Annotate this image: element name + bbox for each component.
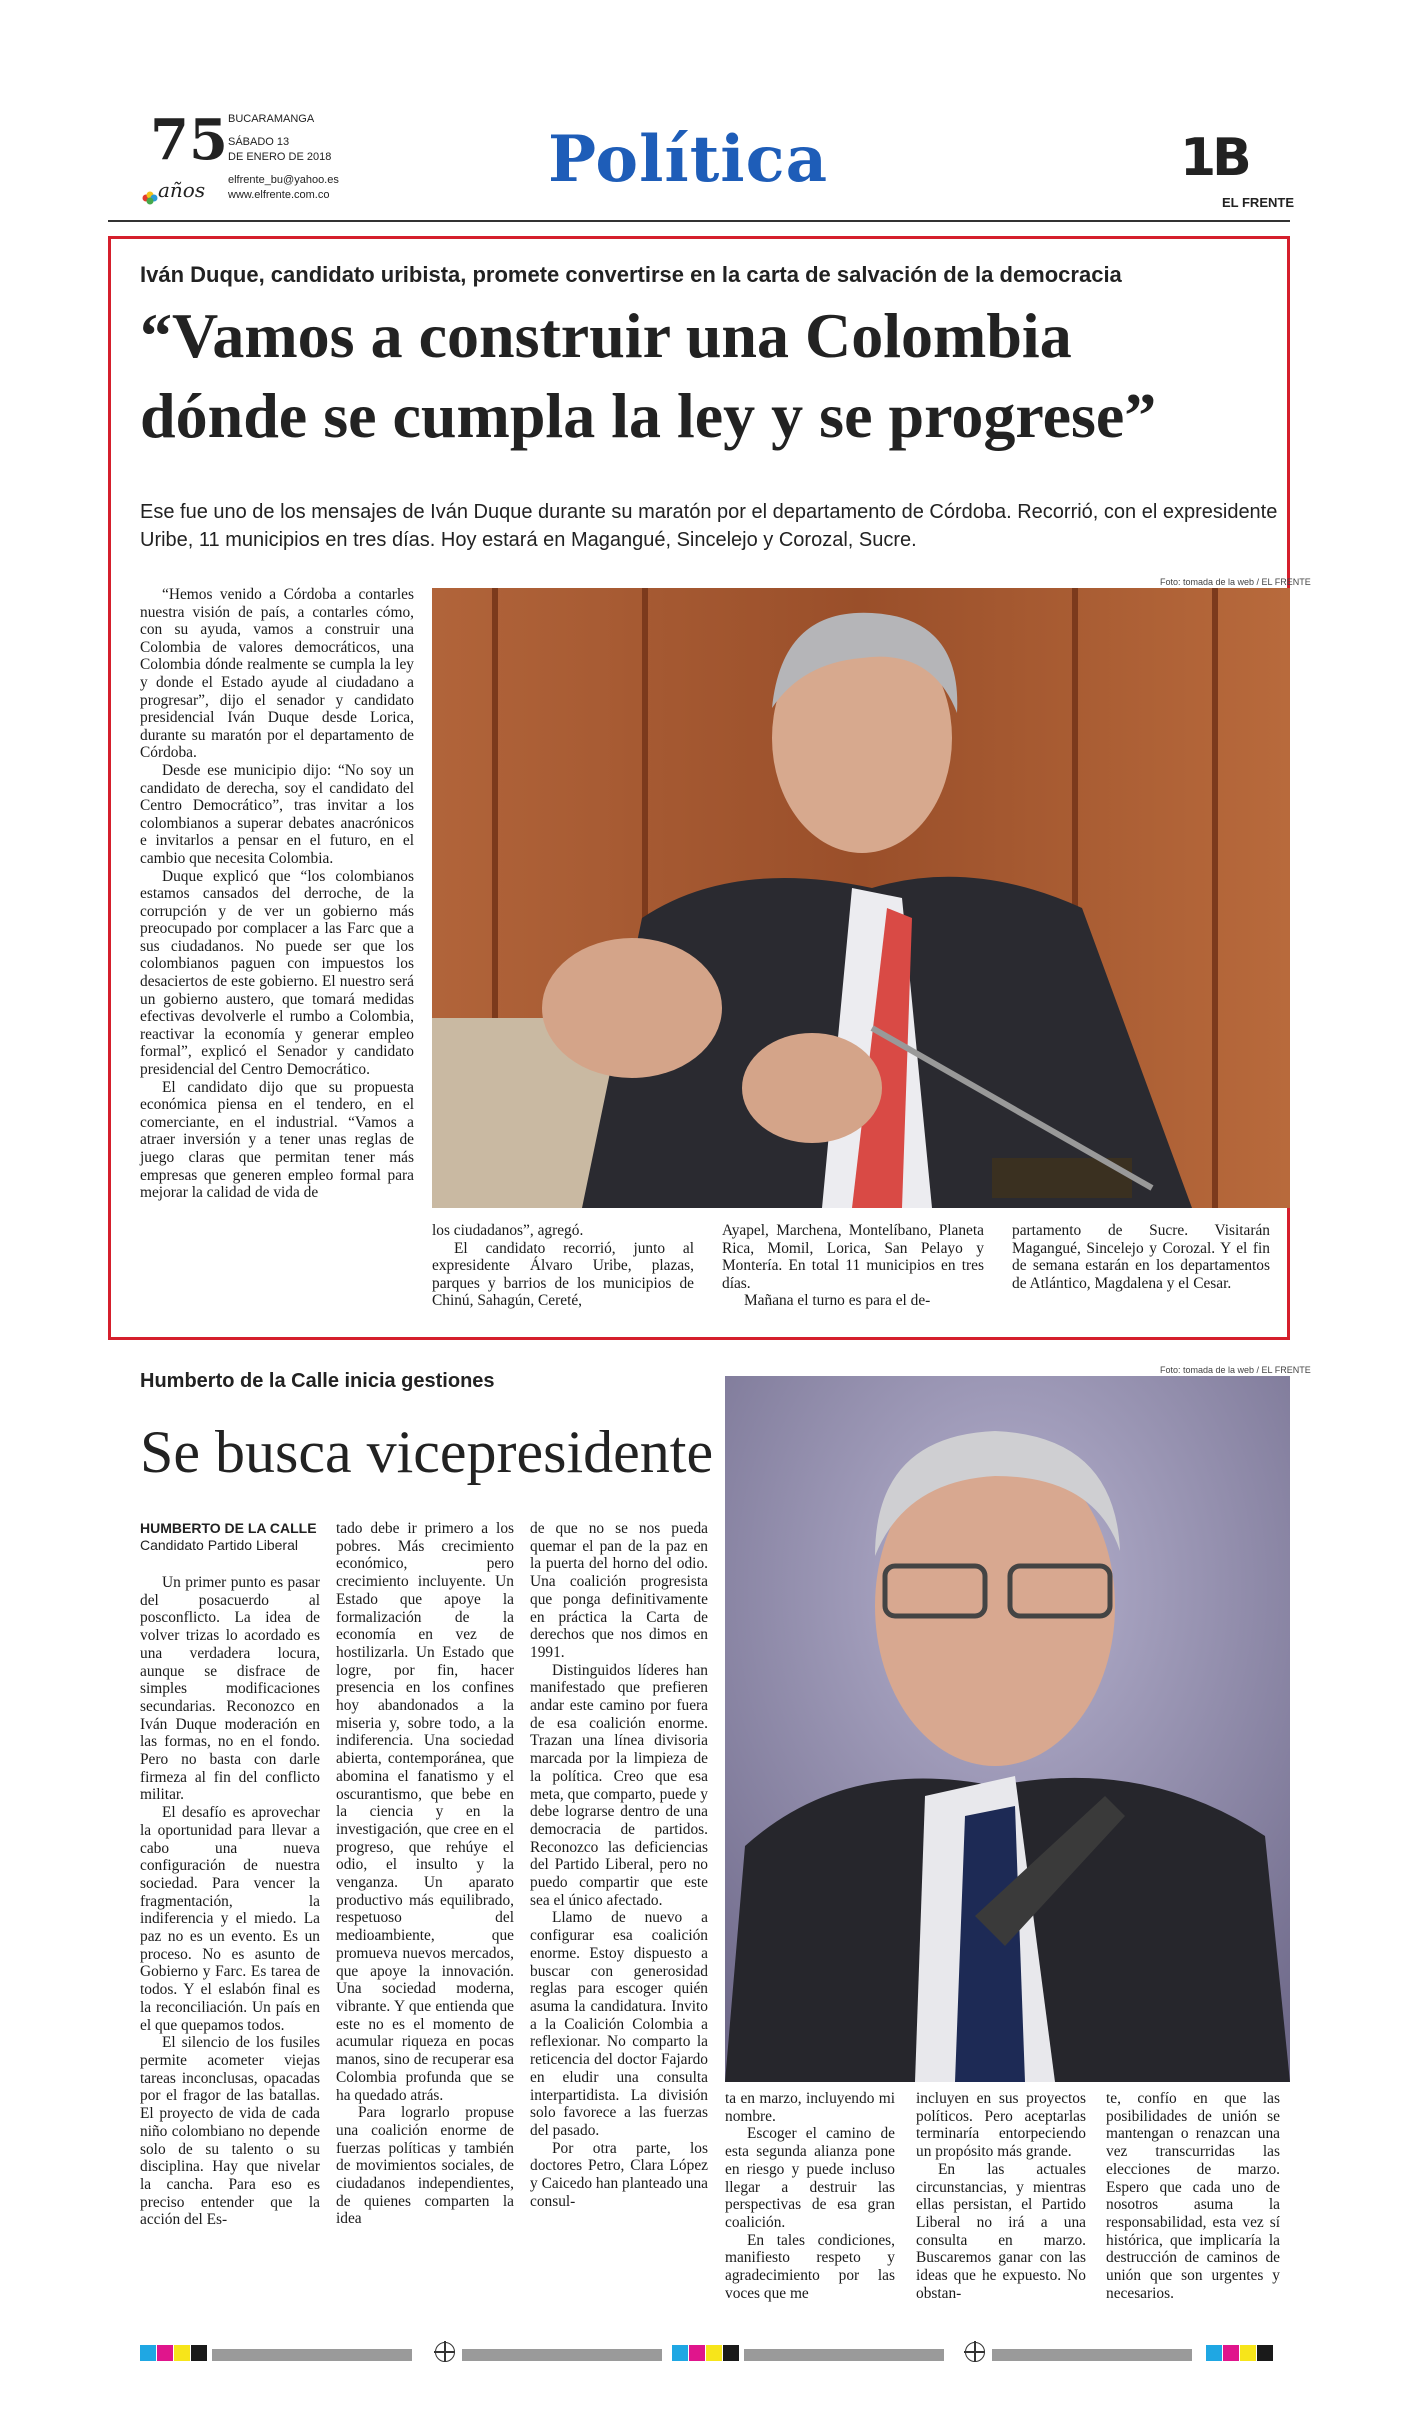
article2-kicker: Humberto de la Calle inicia gestiones [140,1370,495,1392]
paragraph: Llamo de nuevo a configurar esa coalición enorme. Estoy dispuesto a buscar con generosidad reglas para escoger quién asuma la candidatura. Invito a la Coalición Colombia a reflexionar. No comparto la reticencia del doctor Fajardo en eludir una consulta interpartidista. La división solo favorece a las fuerzas del pasado. [530,1909,708,2139]
section-title: Política [548,122,829,197]
date-line2: DE ENERO DE 2018 [228,151,332,163]
anniversary-logo: 75 [150,107,228,173]
headline-line2: dónde se cumpla la ley y se progrese” [140,380,1157,451]
paragraph: ta en marzo, incluyendo mi nombre. [725,2090,895,2125]
color-swatch-bar [1206,2345,1274,2363]
paragraph: En las actuales circunstancias, y mientras ellas persistan, el Partido Liberal no irá a una consulta en marzo. Buscaremos ganar con las ideas que he expuesto. No obstan- [916,2160,1086,2302]
paragraph: Distinguidos líderes han manifestado que prefieren andar este camino por fuera de esa coalición enorme. Trazan una línea divisoria marcada por la limpieza de la política. Creo que esa meta, que comparto, puede y debe lograrse dentro de una democracia de partidos. Reconozco las deficiencias del Partido Liberal, pero no puedo compartir que este sea el único afectado. [530,1661,708,1909]
paragraph: incluyen en sus proyectos políticos. Pero aceptarlas terminaría entorpeciendo un propósito más grande. [916,2090,1086,2161]
paragraph: de que no se nos pueda quemar el pan de la paz en la puerta del horno del odio. Una coalición progresista que ponga definitivamente en práctica la Carta de derechos que nos dimos en 1991. [530,1520,708,1661]
article1-column1 [140,586,414,1202]
website: www.elfrente.com.co [228,189,330,201]
author-name: HUMBERTO DE LA CALLE [140,1520,317,1536]
duque-photo [432,588,1290,1208]
author-role: Candidato Partido Liberal [140,1537,298,1553]
de-la-calle-photo [725,1376,1290,2082]
article1-column2 [432,1222,694,1310]
paragraph: El desafío es aprovechar la oportunidad para llevar a cabo una nueva configuración de nuestra sociedad. Para vencer la fragmentación, la indiferencia y el miedo. La paz no es un evento. Es un proceso. No es asunto de Gobierno y Farc. Es tarea de todos. Y el eslabón final es la reconciliación. Un país en el que quepamos todos. [140,1804,320,2034]
paragraph: partamento de Sucre. Visitarán Magangué, Sincelejo y Corozal. Y el fin de semana estarán en los departamentos de Atlántico, Magdalena y el Cesar. [1012,1222,1270,1292]
article1-deck: Ese fue uno de los mensajes de Iván Duque durante su maratón por el departamento de Córdoba. Recorrió, con el expresidente Uribe, 11 municipios en tres días. Hoy estará en Magangué, Sincelejo y Corozal, Sucre. [140,501,1278,551]
article2-column2 [336,1520,514,2228]
article1-headline [140,296,1280,456]
paragraph: Un primer punto es pasar del posacuerdo al posconflicto. La idea de volver trizas lo acordado es una verdadera locura, aunque se disfrace de simples modificaciones secundarias. Reconozco en Iván Duque moderación en las formas, no en el fondo. Pero no basta con darle firmeza al fin del conflicto militar. [140,1574,320,1804]
date-line1: SÁBADO 13 [228,136,290,148]
article2-headline: Se busca vicepresidente [140,1419,714,1485]
paragraph: El silencio de los fusiles permite acometer viejas tareas inconclusas, opacadas por el fragor de las batallas. El proyecto de vida de cada niño colombiano no depende solo de su talento o su disciplina. Hay que nivelar la cancha. Para eso es preciso entender que la acción del Es- [140,2034,320,2229]
masthead-info [228,112,339,203]
article2-column6 [1106,2090,1280,2302]
paragraph: El candidato dijo que su propuesta económica piensa en el tendero, en el comerciante, en el industrial. “Vamos a atraer inversión y a tener unas reglas de juego claras que permitan tener más empresas que generen empleo formal para mejorar la calidad de vida de [140,1078,414,1202]
paragraph: En tales condiciones, manifiesto respeto y agradecimiento por las voces que me [725,2231,895,2302]
article2-column3 [530,1520,708,2210]
paragraph: Desde ese municipio dijo: “No soy un candidato de derecha, soy el candidato del Centro Democrático”, tras invitar a los colombianos a superar debates anacrónicos e invitarlos a pensar en el futuro, en el cambio que necesita Colombia. [140,761,414,867]
gray-bar [992,2349,1192,2361]
photo-credit: Foto: tomada de la web / EL FRENTE [1160,1365,1311,1375]
headline-line1: “Vamos a construir una Colombia [140,300,1072,371]
article2-column1 [140,1574,320,2229]
photo-credit: Foto: tomada de la web / EL FRENTE [1160,577,1311,587]
gray-bar [744,2349,944,2361]
article2-column4 [725,2090,895,2302]
article2-column5 [916,2090,1086,2302]
paragraph: Por otra parte, los doctores Petro, Clara López y Caicedo han planteado una consul- [530,2139,708,2210]
paragraph: El candidato recorrió, junto al expresidente Álvaro Uribe, plazas, parques y barrios de los municipios de Chinú, Sahagún, Cereté, [432,1239,694,1310]
article2-byline [140,1520,317,1554]
page-number: 1B [1180,128,1248,188]
paragraph: Escoger el camino de esta segunda alianza pone en riesgo y puede incluso llegar a destruir las perspectivas de esa gran coalición. [725,2125,895,2231]
article1-kicker: Iván Duque, candidato uribista, promete convertirse en la carta de salvación de la democracia [140,262,1122,287]
email: elfrente_bu@yahoo.es [228,174,339,186]
color-swatch-bar [140,2345,208,2363]
paper-name: EL FRENTE [1222,195,1294,210]
registration-cross-icon [435,2342,455,2362]
gray-bar [212,2349,412,2361]
logo-color-dots-icon [142,190,158,206]
paragraph: Ayapel, Marchena, Montelíbano, Planeta Rica, Momil, Lorica, San Pelayo y Montería. En total 11 municipios en tres días. [722,1222,984,1292]
paragraph: Mañana el turno es para el de- [744,1292,931,1310]
registration-cross-icon [965,2342,985,2362]
city: BUCARAMANGA [228,113,315,125]
color-swatch-bar [672,2345,740,2363]
article1-column4 [1012,1222,1270,1292]
anniversary-logo-word: años [158,178,206,202]
article1-column3 [722,1222,984,1310]
paragraph: Duque explicó que “los colombianos estamos cansados del derroche, de la corrupción y de ver un gobierno más preocupado por complacer a las Farc que a sus ciudadanos. No puede ser que los colombianos paguen con impuestos los desaciertos de este gobierno. El nuestro será un gobierno austero, que tomará medidas efectivas devolverle el rumbo a Colombia, reactivar la economía y generar empleo formal”, explicó el Senador y candidato presidencial del Centro Democrático. [140,867,414,1079]
paragraph: los ciudadanos”, agregó. [432,1222,584,1239]
paragraph: Para lograrlo propuse una coalición enorme de fuerzas políticas y también de movimientos sociales, de ciudadanos independientes, de quienes comparten la idea [336,2104,514,2228]
paragraph: te, confío en que las posibilidades de unión se mantengan o renazcan una vez transcurridas las elecciones de marzo. Espero que cada uno de nosotros asuma la responsabilidad, esta vez sí histórica, que implicaría la destrucción de caminos de unión que son urgentes y necesarios. [1106,2090,1280,2302]
paragraph: tado debe ir primero a los pobres. Más crecimiento económico, pero crecimiento incluyente. Un Estado que apoye la formalización de la economía en vez de hostilizarla. Un Estado que logre, por fin, hacer presencia en los confines hoy abandonados a la miseria y, sobre todo, a la indiferencia. Una sociedad abierta, contemporánea, que abomina el fanatismo y el oscurantismo, que bebe en la ciencia y en la investigación, que cree en el progreso, que rehúye el odio, el insulto y la venganza. Un aparato productivo más equilibrado, respetuoso del medioambiente, que promueva nuevos mercados, que apoye la innovación. Una sociedad moderna, vibrante. Y que entienda que este no es el momento de acumular riqueza en pocas manos, sino de recuperar esa Colombia profunda que se ha quedado atrás. [336,1520,514,2104]
masthead-rule [108,220,1290,222]
gray-bar [462,2349,662,2361]
paragraph: “Hemos venido a Córdoba a contarles nuestra visión de país, a contarles cómo, con su ayuda, vamos a construir una Colombia de valores democráticos, una Colombia dónde realmente se cumpla la ley y donde el Estado ayude al ciudadano a progresar”, dijo el senador y candidato presidencial Iván Duque desde Lorica, durante su maratón por el departamento de Córdoba. [140,586,414,762]
